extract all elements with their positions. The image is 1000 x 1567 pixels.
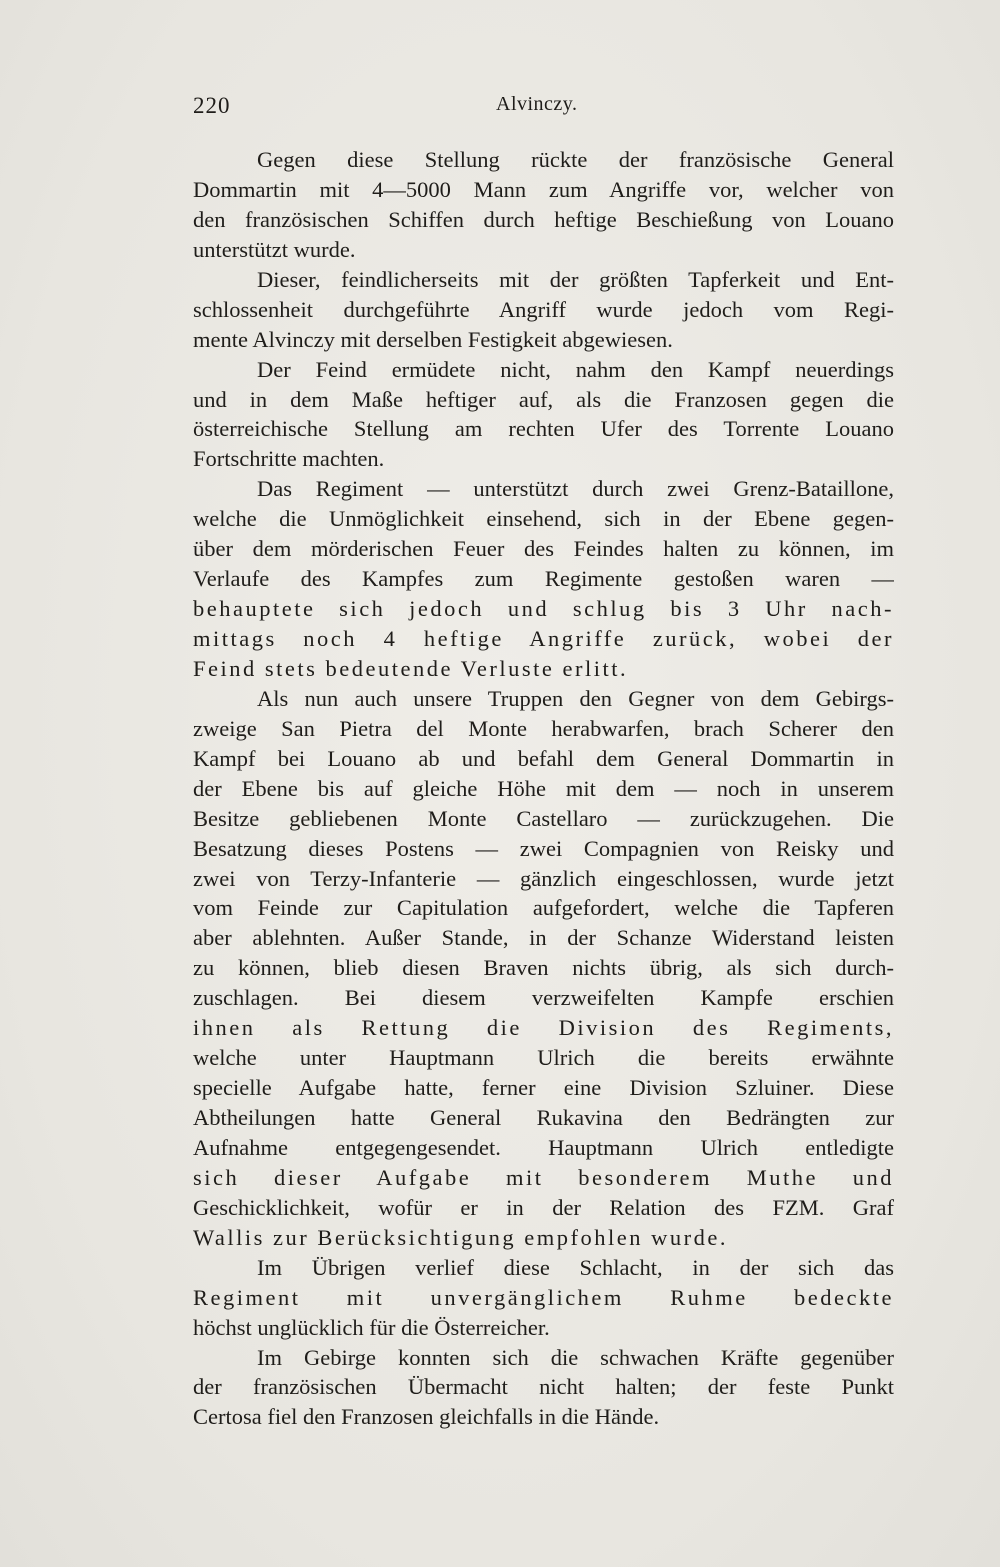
text-line: mittags noch 4 heftige Angriffe zurück, wobei der <box>193 626 894 651</box>
text-line: zuschlagen. Bei diesem verzweifelten Kampfe erschien <box>193 985 894 1011</box>
text-line: zweige San Pietra del Monte herabwarfen, brach Scherer den <box>193 715 894 741</box>
body-text <box>193 145 894 1432</box>
text-line: specielle Aufgabe hatte, ferner eine Division Szluiner. Diese <box>193 1075 894 1101</box>
text-line: mente Alvinczy mit derselben Festigkeit abgewiesen. <box>193 326 673 352</box>
text-line: Certosa fiel den Franzosen gleichfalls in die Hände. <box>193 1404 660 1430</box>
text-line: zu können, blieb diesen Braven nichts übrig, als sich durch- <box>193 955 894 981</box>
text-line: Im Gebirge konnten sich die schwachen Kräfte gegenüber <box>257 1344 894 1370</box>
text-line: Verlaufe des Kampfes zum Regimente gestoßen waren — <box>193 566 894 592</box>
text-line: Als nun auch unsere Truppen den Gegner von dem Gebirgs- <box>257 685 894 711</box>
text-line: Regiment mit unvergänglichem Ruhme bedeckte <box>193 1284 894 1310</box>
text-line: Aufnahme entgegengesendet. Hauptmann Ulrich entledigte <box>193 1134 894 1160</box>
text-line: ihnen als Rettung die Division des Regiments, <box>193 1015 894 1041</box>
text-line: aber ablehnten. Außer Stande, in der Schanze Widerstand leisten <box>193 925 894 951</box>
text-line: Im Übrigen verlief diese Schlacht, in der sich das <box>257 1254 894 1280</box>
page-header <box>193 93 893 123</box>
text-line: Kampf bei Louano ab und befahl dem General Dommartin in <box>193 745 894 771</box>
text-line: Feind stets bedeutende Verluste erlitt. <box>193 655 629 681</box>
text-line: über dem mörderischen Feuer des Feindes halten zu können, im <box>193 536 894 562</box>
text-line: den französischen Schiffen durch heftige Beschießung von Louano <box>193 206 894 232</box>
text-line: Besitze gebliebenen Monte Castellaro — zurückzugehen. Die <box>193 805 894 831</box>
text-line: Besatzung dieses Postens — zwei Compagnien von Reisky und <box>193 835 894 861</box>
text-line: vom Feinde zur Capitulation aufgefordert, welche die Tapferen <box>193 895 894 921</box>
text-line: Fortschritte machten. <box>193 446 385 472</box>
text-line: Geschicklichkeit, wofür er in der Relation des FZM. Graf <box>193 1194 894 1220</box>
running-head: Alvinczy. <box>496 93 578 115</box>
text-line: österreichische Stellung am rechten Ufer des Torrente Louano <box>193 416 894 442</box>
text-line: und in dem Maße heftiger auf, als die Franzosen gegen die <box>193 386 894 412</box>
text-line: höchst unglücklich für die Österreicher. <box>193 1314 550 1340</box>
text-line: unterstützt wurde. <box>193 236 356 262</box>
text-line: Dieser, feindlicherseits mit der größten Tapferkeit und Ent- <box>257 266 894 292</box>
page-number: 220 <box>193 93 231 118</box>
text-line: zwei von Terzy-Infanterie — gänzlich eingeschlossen, wurde jetzt <box>193 865 894 891</box>
text-line: welche unter Hauptmann Ulrich die bereits erwähnte <box>193 1045 894 1071</box>
text-line: Das Regiment — unterstützt durch zwei Grenz-Bataillone, <box>257 476 894 502</box>
text-line: Dommartin mit 4—5000 Mann zum Angriffe vor, welcher von <box>193 176 894 202</box>
text-line: der französischen Übermacht nicht halten; der feste Punkt <box>193 1374 894 1400</box>
text-line: welche die Unmöglichkeit einsehend, sich in der Ebene gegen- <box>193 506 894 532</box>
text-line: der Ebene bis auf gleiche Höhe mit dem — noch in unserem <box>193 775 894 801</box>
text-line: Der Feind ermüdete nicht, nahm den Kampf neuerdings <box>257 356 894 382</box>
text-line: Wallis zur Berücksichtigung empfohlen wurde. <box>193 1224 728 1250</box>
text-line: sich dieser Aufgabe mit besonderem Muthe und <box>193 1164 894 1190</box>
text-line: schlossenheit durchgeführte Angriff wurde jedoch vom Regi- <box>193 296 894 322</box>
text-line: Gegen diese Stellung rückte der französische General <box>257 147 894 172</box>
text-line: behauptete sich jedoch und schlug bis 3 Uhr nach- <box>193 596 894 622</box>
text-line: Abtheilungen hatte General Rukavina den Bedrängten zur <box>193 1105 894 1130</box>
